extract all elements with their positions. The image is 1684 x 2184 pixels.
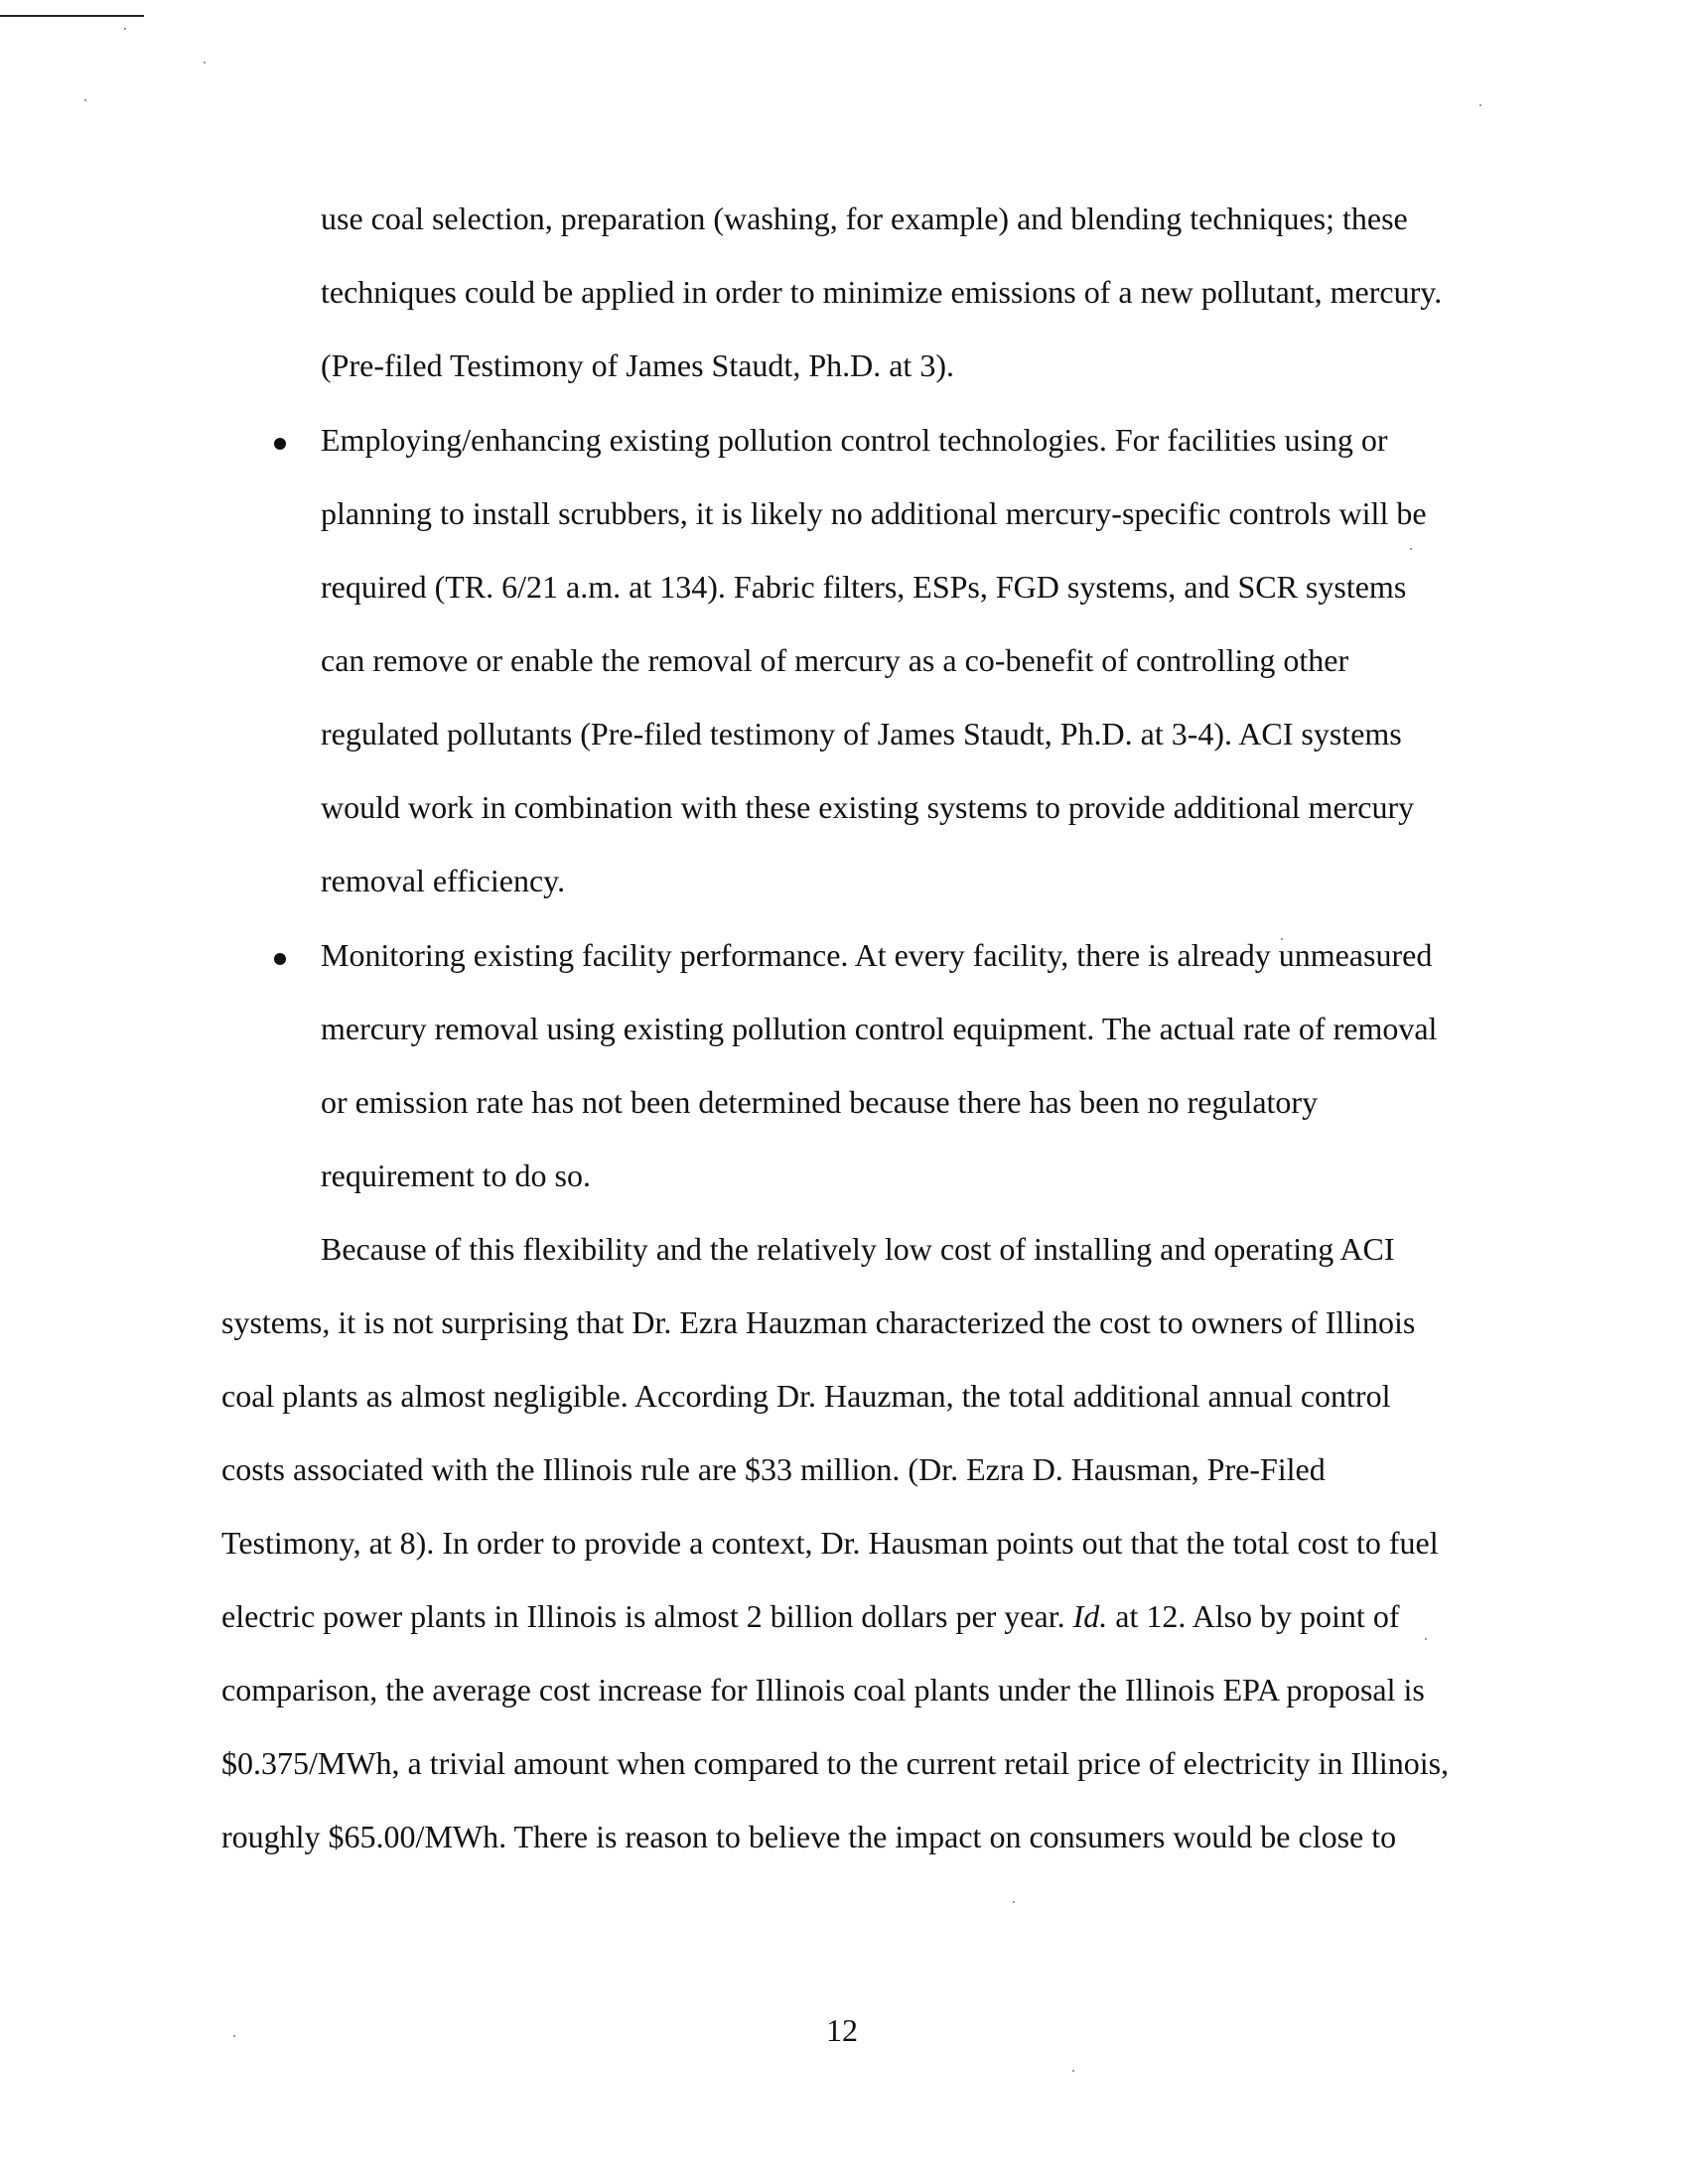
paragraph-line: systems, it is not surprising that Dr. Ezra Hauzman characterized the cost to owners of Illinois [221,1304,1416,1340]
paragraph-line: comparison, the average cost increase for Illinois coal plants under the Illinois EPA proposal is [221,1672,1425,1707]
page-number: 12 [826,2012,858,2048]
citation-id: Id. [1072,1598,1108,1634]
bullet-text-line: regulated pollutants (Pre-filed testimony of James Staudt, Ph.D. at 3-4). ACI systems [321,716,1402,751]
paragraph-text: electric power plants in Illinois is almost 2 billion dollars per year. [221,1598,1073,1634]
bullet-marker [274,953,286,965]
scan-speck [1013,1901,1015,1903]
scan-speck [124,28,126,30]
text-line: (Pre-filed Testimony of James Staudt, Ph.D. at 3). [321,347,954,383]
scan-speck [204,62,206,64]
paragraph-line: coal plants as almost negligible. According Dr. Hauzman, the total additional annual control [221,1378,1391,1414]
paragraph-line: costs associated with the Illinois rule are $33 million. (Dr. Ezra D. Hausman, Pre-Filed [221,1451,1326,1487]
bullet-text-line: planning to install scrubbers, it is likely no additional mercury-specific controls will be [321,495,1427,531]
paragraph-text: at 12. Also by point of [1107,1598,1400,1634]
text-line: use coal selection, preparation (washing, for example) and blending techniques; these [321,201,1408,236]
bullet-text-line: mercury removal using existing pollution control equipment. The actual rate of removal [321,1011,1438,1046]
scan-speck [1479,104,1481,106]
bullet-text-line: would work in combination with these existing systems to provide additional mercury [321,789,1415,825]
bullet-text-line: required (TR. 6/21 a.m. at 134). Fabric filters, ESPs, FGD systems, and SCR systems [321,569,1407,605]
bullet-text-line: or emission rate has not been determined because there has been no regulatory [321,1084,1319,1120]
header-rule [0,15,144,17]
text-line: techniques could be applied in order to minimize emissions of a new pollutant, mercury. [321,274,1443,310]
bullet-marker [274,438,286,450]
paragraph-line: Because of this flexibility and the relatively low cost of installing and operating ACI [321,1231,1395,1267]
paragraph-line: Testimony, at 8). In order to provide a context, Dr. Hausman points out that the total cost to fuel [221,1525,1439,1561]
bullet-text-line: can remove or enable the removal of mercury as a co-benefit of controlling other [321,642,1349,678]
scan-speck [1410,548,1412,550]
bullet-text-line: Employing/enhancing existing pollution control technologies. For facilities using or [321,422,1388,458]
paragraph-line: roughly $65.00/MWh. There is reason to believe the impact on consumers would be close to [221,1819,1397,1854]
paragraph-line: $0.375/MWh, a trivial amount when compared to the current retail price of electricity in Illinois, [221,1745,1450,1781]
scan-speck [84,99,86,101]
bullet-text-line: removal efficiency. [321,863,566,898]
scan-speck [1072,2070,1074,2072]
scan-speck [1425,1638,1427,1640]
bullet-text-line: requirement to do so. [321,1158,591,1193]
paragraph-line [221,1596,1399,1636]
bullet-text-line: Monitoring existing facility performance. At every facility, there is already unmeasured [321,937,1433,973]
